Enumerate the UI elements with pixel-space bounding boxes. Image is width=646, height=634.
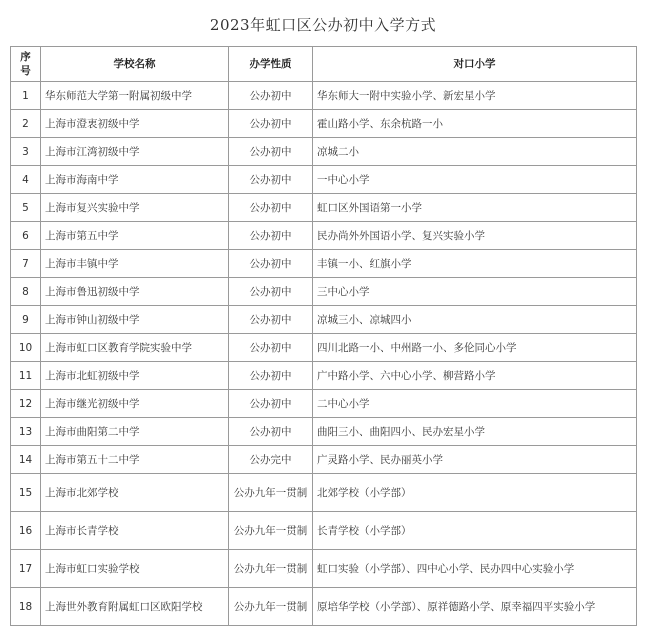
table-row [11, 512, 637, 550]
cell-no: 17 [11, 550, 41, 588]
cell-school-name: 华东师范大学第一附属初级中学 [41, 82, 229, 110]
cell-school-name: 上海市曲阳第二中学 [41, 418, 229, 446]
cell-no: 13 [11, 418, 41, 446]
cell-school-name: 上海市北虹初级中学 [41, 362, 229, 390]
cell-nature: 公办初中 [229, 138, 313, 166]
cell-no: 16 [11, 512, 41, 550]
cell-primary: 三中心小学 [313, 278, 637, 306]
header-nature: 办学性质 [229, 47, 313, 82]
cell-primary: 广中路小学、六中心小学、柳营路小学 [313, 362, 637, 390]
header-primary: 对口小学 [313, 47, 637, 82]
cell-nature: 公办九年一贯制 [229, 512, 313, 550]
cell-nature: 公办初中 [229, 418, 313, 446]
cell-no: 1 [11, 82, 41, 110]
cell-no: 4 [11, 166, 41, 194]
cell-school-name: 上海市鲁迅初级中学 [41, 278, 229, 306]
table-row [11, 362, 637, 390]
cell-nature: 公办初中 [229, 334, 313, 362]
cell-primary: 华东师大一附中实验小学、新宏星小学 [313, 82, 637, 110]
header-no-label: 序号 [20, 51, 31, 77]
cell-no: 6 [11, 222, 41, 250]
cell-primary: 原培华学校（小学部）、原祥德路小学、原幸福四平实验小学 [313, 588, 637, 626]
cell-nature: 公办初中 [229, 278, 313, 306]
cell-nature: 公办初中 [229, 222, 313, 250]
header-no [11, 47, 41, 82]
cell-nature: 公办初中 [229, 194, 313, 222]
table-row [11, 278, 637, 306]
cell-primary: 虹口区外国语第一小学 [313, 194, 637, 222]
cell-no: 12 [11, 390, 41, 418]
cell-nature: 公办初中 [229, 166, 313, 194]
table-row [11, 306, 637, 334]
table-row [11, 222, 637, 250]
cell-primary: 北郊学校（小学部） [313, 474, 637, 512]
cell-no: 18 [11, 588, 41, 626]
cell-no: 11 [11, 362, 41, 390]
cell-primary: 二中心小学 [313, 390, 637, 418]
cell-nature: 公办初中 [229, 250, 313, 278]
cell-no: 7 [11, 250, 41, 278]
cell-no: 14 [11, 446, 41, 474]
cell-nature: 公办完中 [229, 446, 313, 474]
table-row [11, 390, 637, 418]
cell-primary: 四川北路一小、中州路一小、多伦同心小学 [313, 334, 637, 362]
cell-no: 3 [11, 138, 41, 166]
cell-nature: 公办初中 [229, 390, 313, 418]
cell-school-name: 上海市丰镇中学 [41, 250, 229, 278]
cell-primary: 霍山路小学、东余杭路一小 [313, 110, 637, 138]
cell-school-name: 上海市长青学校 [41, 512, 229, 550]
table-row [11, 250, 637, 278]
cell-no: 8 [11, 278, 41, 306]
cell-school-name: 上海市江湾初级中学 [41, 138, 229, 166]
cell-school-name: 上海市虹口实验学校 [41, 550, 229, 588]
cell-primary: 曲阳三小、曲阳四小、民办宏星小学 [313, 418, 637, 446]
cell-nature: 公办九年一贯制 [229, 474, 313, 512]
cell-primary: 凉城三小、凉城四小 [313, 306, 637, 334]
table-body [11, 82, 637, 626]
table-row [11, 446, 637, 474]
cell-primary: 丰镇一小、红旗小学 [313, 250, 637, 278]
cell-no: 10 [11, 334, 41, 362]
table-row [11, 474, 637, 512]
cell-no: 5 [11, 194, 41, 222]
table-row [11, 82, 637, 110]
cell-no: 9 [11, 306, 41, 334]
cell-school-name: 上海市虹口区教育学院实验中学 [41, 334, 229, 362]
cell-nature: 公办九年一贯制 [229, 588, 313, 626]
header-school-name: 学校名称 [41, 47, 229, 82]
table-row [11, 418, 637, 446]
page-title: 2023年虹口区公办初中入学方式 [209, 16, 437, 34]
table-row [11, 138, 637, 166]
cell-primary: 凉城二小 [313, 138, 637, 166]
cell-no: 2 [11, 110, 41, 138]
cell-no: 15 [11, 474, 41, 512]
cell-nature: 公办九年一贯制 [229, 550, 313, 588]
cell-primary: 一中心小学 [313, 166, 637, 194]
cell-school-name: 上海市第五十二中学 [41, 446, 229, 474]
cell-primary: 虹口实验（小学部）、四中心小学、民办四中心实验小学 [313, 550, 637, 588]
table-row [11, 194, 637, 222]
cell-school-name: 上海世外教育附属虹口区欧阳学校 [41, 588, 229, 626]
table-row [11, 166, 637, 194]
table-row [11, 550, 637, 588]
cell-primary: 民办尚外外国语小学、复兴实验小学 [313, 222, 637, 250]
school-table [10, 46, 637, 626]
cell-nature: 公办初中 [229, 362, 313, 390]
table-row [11, 588, 637, 626]
table-header-row [11, 47, 637, 82]
cell-school-name: 上海市第五中学 [41, 222, 229, 250]
cell-primary: 长青学校（小学部） [313, 512, 637, 550]
cell-school-name: 上海市北郊学校 [41, 474, 229, 512]
cell-school-name: 上海市继光初级中学 [41, 390, 229, 418]
table-row [11, 334, 637, 362]
cell-primary: 广灵路小学、民办丽英小学 [313, 446, 637, 474]
cell-nature: 公办初中 [229, 82, 313, 110]
cell-school-name: 上海市钟山初级中学 [41, 306, 229, 334]
cell-school-name: 上海市复兴实验中学 [41, 194, 229, 222]
cell-school-name: 上海市海南中学 [41, 166, 229, 194]
cell-nature: 公办初中 [229, 306, 313, 334]
cell-nature: 公办初中 [229, 110, 313, 138]
cell-school-name: 上海市澄衷初级中学 [41, 110, 229, 138]
table-row [11, 110, 637, 138]
